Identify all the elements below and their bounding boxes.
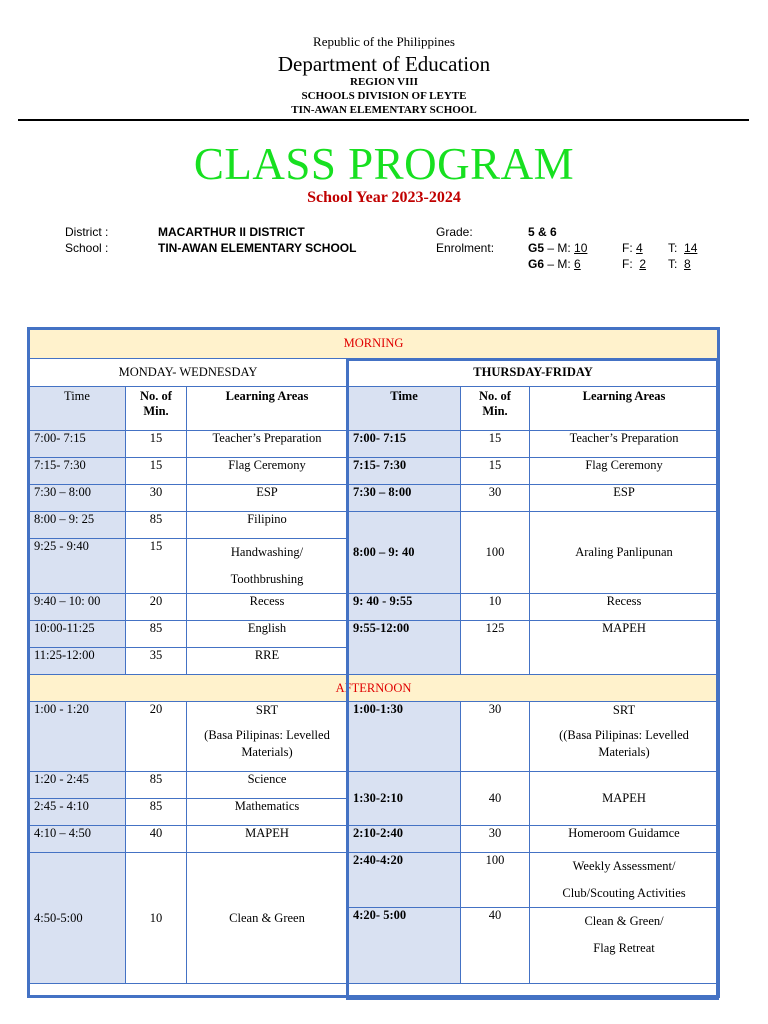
g5-f-label: F: bbox=[622, 241, 633, 255]
department-line: Department of Education bbox=[277, 52, 491, 76]
tf-time: 9:55-12:00 bbox=[348, 621, 461, 675]
tf-time: 8:00 – 9: 40 bbox=[348, 512, 461, 594]
mw-area: Flag Ceremony bbox=[187, 458, 348, 485]
g6-female-value: 2 bbox=[639, 257, 647, 271]
tf-time: 7:15- 7:30 bbox=[348, 458, 461, 485]
mw-time: 7:15- 7:30 bbox=[29, 458, 126, 485]
table-row bbox=[29, 512, 719, 539]
mw-min: 85 bbox=[126, 512, 187, 539]
school-year: School Year 2023-2024 bbox=[307, 189, 461, 206]
tf-area: Flag Ceremony bbox=[530, 458, 719, 485]
tf-time: 9: 40 - 9:55 bbox=[348, 594, 461, 621]
tf-time: 4:20- 5:00 bbox=[348, 908, 461, 984]
district-label: District : bbox=[65, 225, 109, 239]
mw-area: Filipino bbox=[187, 512, 348, 539]
g6-label: G6 bbox=[528, 257, 545, 271]
school-name-line: TIN-AWAN ELEMENTARY SCHOOL bbox=[291, 104, 477, 116]
g5-female bbox=[622, 241, 643, 255]
g6-total-value: 8 bbox=[684, 257, 691, 271]
mw-min: 20 bbox=[126, 702, 187, 772]
mw-min: 40 bbox=[126, 826, 187, 853]
table-row bbox=[29, 621, 719, 648]
mw-min: 85 bbox=[126, 772, 187, 799]
mw-time-header: Time bbox=[29, 387, 126, 431]
table-row bbox=[29, 826, 719, 853]
mw-area: Clean & Green bbox=[187, 853, 348, 984]
mw-time: 2:45 - 4:10 bbox=[29, 799, 126, 826]
mw-time: 7:00- 7:15 bbox=[29, 431, 126, 458]
tf-time: 1:30-2:10 bbox=[348, 772, 461, 826]
afternoon-band bbox=[29, 675, 719, 702]
mw-min: 30 bbox=[126, 485, 187, 512]
mw-areas-header: Learning Areas bbox=[187, 387, 348, 431]
grade-value: 5 & 6 bbox=[528, 225, 557, 239]
morning-label: MORNING bbox=[29, 329, 719, 359]
mw-area-line1: SRT bbox=[255, 703, 279, 717]
tf-time: 1:00-1:30 bbox=[348, 702, 461, 772]
g6-male: 6 bbox=[574, 257, 581, 271]
mw-min: 35 bbox=[126, 648, 187, 675]
mw-time: 4:50-5:00 bbox=[29, 853, 126, 984]
tf-area: MAPEH bbox=[530, 772, 719, 826]
g6-female bbox=[622, 257, 646, 271]
tf-time-header: Time bbox=[348, 387, 461, 431]
g6-m-label: – M: bbox=[547, 257, 571, 271]
tf-min: 15 bbox=[461, 458, 530, 485]
mw-area-line1: Handwashing/ bbox=[230, 545, 304, 559]
g6-f-label: F: bbox=[622, 257, 633, 271]
mw-time: 4:10 – 4:50 bbox=[29, 826, 126, 853]
mw-area: Teacher’s Preparation bbox=[187, 431, 348, 458]
tf-time: 7:00- 7:15 bbox=[348, 431, 461, 458]
tf-area-line1: Clean & Green/ bbox=[584, 914, 664, 928]
republic-line: Republic of the Philippines bbox=[313, 34, 455, 49]
tf-min-header: No. of Min. bbox=[461, 387, 530, 431]
g5-enrolment bbox=[528, 241, 587, 255]
page-title: CLASS PROGRAM bbox=[193, 139, 575, 189]
tf-min: 15 bbox=[461, 431, 530, 458]
tf-min: 40 bbox=[461, 772, 530, 826]
tf-min: 100 bbox=[461, 512, 530, 594]
tf-area bbox=[530, 908, 719, 984]
mw-time: 8:00 – 9: 25 bbox=[29, 512, 126, 539]
mw-area bbox=[187, 702, 348, 772]
mw-label: MONDAY- WEDNESDAY bbox=[29, 359, 348, 387]
division-line: SCHOOLS DIVISION OF LEYTE bbox=[301, 90, 467, 102]
mw-time: 1:00 - 1:20 bbox=[29, 702, 126, 772]
g5-female-value: 4 bbox=[636, 241, 643, 255]
tf-min: 10 bbox=[461, 594, 530, 621]
mw-area: MAPEH bbox=[187, 826, 348, 853]
mw-min: 20 bbox=[126, 594, 187, 621]
day-header-row bbox=[29, 359, 719, 387]
region-line: REGION VIII bbox=[350, 76, 418, 88]
g5-total-value: 14 bbox=[684, 241, 698, 255]
mw-time: 9:25 - 9:40 bbox=[29, 539, 126, 594]
tf-area-line1: SRT bbox=[612, 703, 636, 717]
tf-time: 2:40-4:20 bbox=[348, 853, 461, 908]
tf-area bbox=[530, 853, 719, 908]
tf-min: 100 bbox=[461, 853, 530, 908]
mw-min: 15 bbox=[126, 458, 187, 485]
mw-min-header: No. of Min. bbox=[126, 387, 187, 431]
g6-t-label: T: bbox=[668, 257, 678, 271]
class-schedule-table bbox=[28, 328, 719, 984]
morning-band bbox=[29, 329, 719, 359]
mw-area: English bbox=[187, 621, 348, 648]
table-row bbox=[29, 772, 719, 799]
tf-area: MAPEH bbox=[530, 621, 719, 675]
mw-time: 10:00-11:25 bbox=[29, 621, 126, 648]
g5-label: G5 bbox=[528, 241, 545, 255]
tf-area: Homeroom Guidamce bbox=[530, 826, 719, 853]
mw-time: 7:30 – 8:00 bbox=[29, 485, 126, 512]
tf-area: ESP bbox=[530, 485, 719, 512]
mw-time: 11:25-12:00 bbox=[29, 648, 126, 675]
table-row bbox=[29, 485, 719, 512]
g5-male: 10 bbox=[574, 241, 588, 255]
tf-area bbox=[530, 702, 719, 772]
enrolment-label: Enrolment: bbox=[436, 241, 495, 255]
tf-min: 30 bbox=[461, 826, 530, 853]
tf-area-line2: Flag Retreat bbox=[593, 941, 655, 955]
mw-area-line2: (Basa Pilipinas: Levelled Materials) bbox=[204, 728, 330, 759]
tf-areas-header: Learning Areas bbox=[530, 387, 719, 431]
mw-min: 15 bbox=[126, 539, 187, 594]
mw-area: Science bbox=[187, 772, 348, 799]
tf-area: Araling Panlipunan bbox=[530, 512, 719, 594]
tf-min: 30 bbox=[461, 485, 530, 512]
g6-enrolment bbox=[528, 257, 581, 271]
column-header-row bbox=[29, 387, 719, 431]
tf-area-line2: ((Basa Pilipinas: Levelled Materials) bbox=[559, 728, 689, 759]
school-label: School : bbox=[65, 241, 109, 255]
table-row bbox=[29, 853, 719, 908]
g5-total bbox=[668, 241, 697, 255]
tf-area: Teacher’s Preparation bbox=[530, 431, 719, 458]
district-value: MACARTHUR II DISTRICT bbox=[158, 225, 305, 239]
g5-t-label: T: bbox=[668, 241, 678, 255]
school-value: TIN-AWAN ELEMENTARY SCHOOL bbox=[158, 241, 357, 255]
mw-time: 1:20 - 2:45 bbox=[29, 772, 126, 799]
mw-area: Recess bbox=[187, 594, 348, 621]
tf-min: 30 bbox=[461, 702, 530, 772]
grade-label: Grade: bbox=[436, 225, 473, 239]
mw-area: Mathematics bbox=[187, 799, 348, 826]
g5-m-label: – M: bbox=[547, 241, 571, 255]
tf-label: THURSDAY-FRIDAY bbox=[348, 359, 719, 387]
tf-min: 125 bbox=[461, 621, 530, 675]
g6-total bbox=[668, 257, 691, 271]
tf-time: 2:10-2:40 bbox=[348, 826, 461, 853]
table-row bbox=[29, 702, 719, 772]
header-divider bbox=[18, 119, 749, 121]
afternoon-label: AFTERNOON bbox=[29, 675, 719, 702]
tf-min: 40 bbox=[461, 908, 530, 984]
table-row bbox=[29, 458, 719, 485]
mw-min: 10 bbox=[126, 853, 187, 984]
tf-area-line2: Club/Scouting Activities bbox=[562, 886, 686, 900]
mw-min: 15 bbox=[126, 431, 187, 458]
mw-time: 9:40 – 10: 00 bbox=[29, 594, 126, 621]
mw-area: ESP bbox=[187, 485, 348, 512]
tf-time: 7:30 – 8:00 bbox=[348, 485, 461, 512]
tf-area: Recess bbox=[530, 594, 719, 621]
mw-area: RRE bbox=[187, 648, 348, 675]
table-row bbox=[29, 594, 719, 621]
mw-area bbox=[187, 539, 348, 594]
table-row bbox=[29, 431, 719, 458]
mw-min: 85 bbox=[126, 799, 187, 826]
tf-area-line1: Weekly Assessment/ bbox=[572, 859, 676, 873]
mw-min: 85 bbox=[126, 621, 187, 648]
mw-area-line2: Toothbrushing bbox=[230, 572, 304, 586]
